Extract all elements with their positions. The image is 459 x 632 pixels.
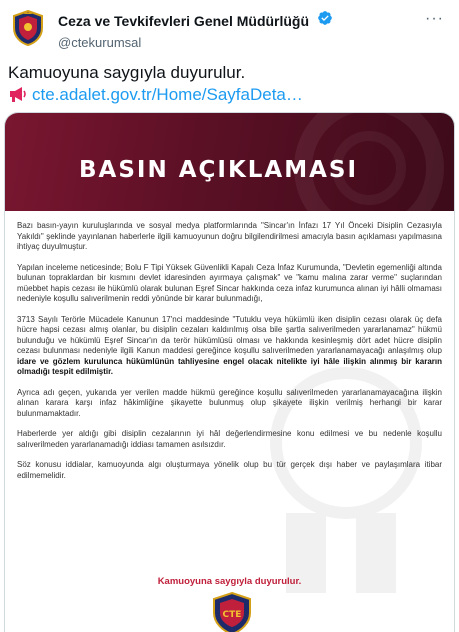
banner-title: BASIN AÇIKLAMASI	[79, 157, 359, 183]
tweet-text: Kamuoyuna saygıyla duyurulur.	[8, 63, 246, 82]
paragraph-1: Bazı basın-yayın kuruluşlarında ve sosyal medya platformlarında "Sincar'ın İnfazı 17 Yıl Önceki Disiplin Cezasıyla Yakıldı" şeklinde yayınlanan haberlerle ilgili kamuoyunun doğru bilgilendirilmesi amacıyla basın açıklaması yapılmasına ihtiyaç duyulmuştur.	[17, 221, 442, 251]
paragraph-5: Haberlerde yer aldığı gibi disiplin cezalarının iyi hâl değerlendirmesine konu edilmesi ve bu nedenle koşullu salıverilmeden yararlanamadığı iddiası tamamen asılsızdır.	[17, 429, 442, 449]
more-icon[interactable]: ···	[425, 10, 444, 27]
paragraph-3	[17, 315, 442, 378]
press-release-banner	[5, 113, 454, 211]
handle[interactable]: @ctekurumsal	[58, 35, 142, 50]
paragraph-4: Ayrıca adı geçen, yukarıda yer verilen madde hükmü gereğince koşullu salıverilmeden yararlanamayacağına ilişkin alınan karara karşı infaz hâkimliğine şikayette bulunmuş olup şikayete ilişkin verilmiş herhangi bir karar bulunmamaktadır.	[17, 387, 442, 418]
verified-badge-icon	[317, 10, 333, 31]
closing-line: Kamuoyuna saygıyla duyurulur.	[157, 576, 302, 587]
agency-logo-icon	[12, 10, 44, 46]
seal-letters: CTE	[222, 610, 242, 620]
cte-seal-icon	[210, 591, 254, 632]
display-name[interactable]: Ceza ve Tevkifevleri Genel Müdürlüğü	[58, 12, 310, 29]
tweet-link[interactable]: cte.adalet.gov.tr/Home/SayfaDeta…	[32, 85, 303, 104]
paragraph-2: Yapılan inceleme neticesinde; Bolu F Tipi Yüksek Güvenlikli Kapalı Ceza İnfaz Kurumunda, "Devletin egemenliği altında bulunan topraklardan bir kısmını devlet idaresinden ayırmaya çalışmak" ve "kamu malına zarar verme" suçlarından müebbet hapis cezası ile hükümlü olarak bulunan Eşref Sincar hakkında ceza infaz kurumunca alınan iyi hâlli olmaması nedeniyle koşullu salıverilmenin reddi yönünde bir karar bulunmadığı,	[17, 262, 442, 303]
megaphone-icon	[8, 85, 28, 109]
paragraph-3-text: 3713 Sayılı Terörle Mücadele Kanunun 17'nci maddesinde "Tutuklu veya hükümlü iken disiplin cezası olarak üç defa hücre hapsi cezası almış olanlar, bu disiplin cezaları kaldırılmış olsa bile şartla salıverilmeden yararlanamaz" hükmü bulunduğu ve hükümlü Eşref Sincar'ın da terör hükümlüsü olması ve hakkında kesinleşmiş dört adet hücre disiplin cezası bulunması nedeniyle ilgili Kanun maddesi gereğince koşullu salıverilmeden yararlanamayacağı anlaşılmış olup	[17, 314, 442, 355]
tweet-header	[8, 8, 448, 48]
paragraph-3-bold: idare ve gözlem kurulunca hükümlünün tahliyesine engel olacak nitelikte iyi hâle ilişkin alınmış bir kararın olmadığı tespit edilmiştir.	[17, 356, 442, 376]
paragraph-6: Söz konusu iddialar, kamuoyunda algı oluşturmaya yönelik olup bu tür gerçek dışı haber ve paylaşımlara itibar edilmemelidir.	[17, 460, 442, 480]
tweet-link-line	[8, 84, 303, 109]
avatar[interactable]	[8, 8, 48, 48]
press-release-body	[17, 221, 442, 491]
attached-image[interactable]	[4, 112, 455, 632]
